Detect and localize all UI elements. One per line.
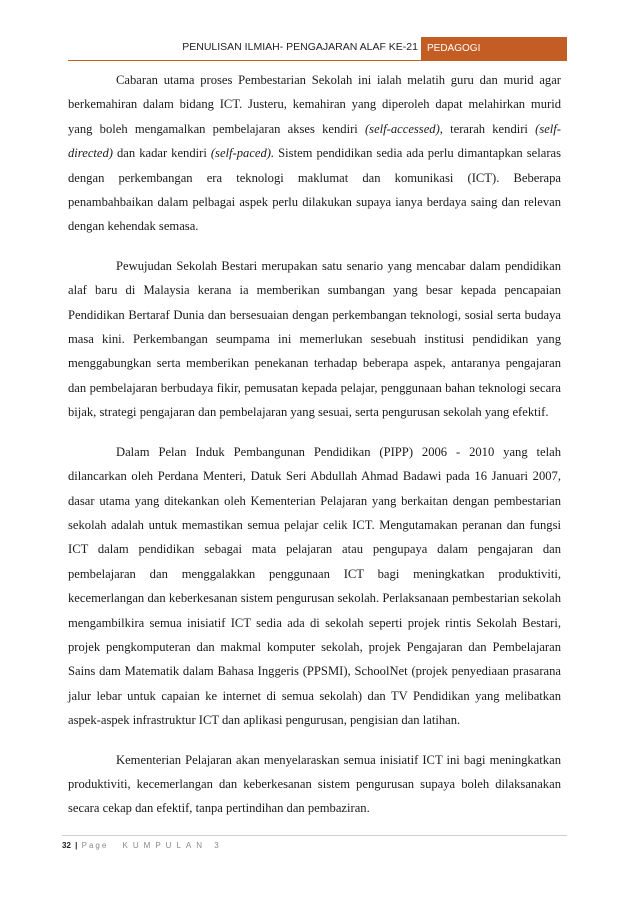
italic-term: (self-paced).	[210, 146, 275, 161]
group-label: KUMPULAN 3	[122, 841, 224, 850]
text-segment: , terarah kendiri	[439, 121, 536, 136]
footer-divider	[62, 835, 567, 836]
italic-term: (self-directed)	[68, 121, 562, 161]
text-segment: dan kadar kendiri	[113, 146, 211, 161]
page-footer	[62, 841, 224, 850]
document-body	[68, 68, 561, 821]
header-divider	[68, 60, 567, 61]
text-segment: Pewujudan Sekolah Bestari merupakan satu senario yang mencabar dalam pendidikan alaf baru di Malaysia kerana ia memberikan sumbangan yang besar kepada pencapaian Pendidikan Bertaraf Dunia dan bersesuaian dengan perkembangan teknologi, sosial serta budaya masa kini. Perkembangan seumpama ini memerlukan sesebuah institusi pendidikan yang menggabungkan serta memberikan penekanan terhadap beberapa aspek, antaranya pengajaran dan pembelajaran berbudaya fikir, pemusatan kepada pelajar, penggunaan bahan teknologi secara bijak, strategi pengajaran dan pembelajaran yang sesuai, serta pengurusan sekolah yang efektif.	[68, 258, 561, 420]
page-label: Page	[81, 841, 109, 850]
text-segment: Cabaran utama proses Pembestarian Sekolah ini ialah melatih guru dan murid agar berkemahiran dalam bidang ICT. Justeru, kemahiran yang diperoleh dapat melahirkan murid yang boleh mengamalkan pembelajaran akses kendiri	[68, 73, 561, 136]
text-segment: Dalam Pelan Induk Pembangunan Pendidikan (PIPP) 2006 - 2010 yang telah dilancarkan oleh Perdana Menteri, Datuk Seri Abdullah Ahmad Badawi pada 16 Januari 2007, dasar utama yang ditekankan oleh Kementerian Pelajaran yang berkaitan dengan pembestarian sekolah adalah untuk memastikan semua pelajar celik ICT. Mengutamakan peranan dan fungsi ICT dalam pendidikan sebagai mata pelajaran atau pengupaya dalam pengajaran dan pembelajaran dan menggalakkan penggunaan ICT bagi meningkatkan produktiviti, kecemerlangan dan keberkesanan sistem pengurusan sekolah. Perlaksanaan pembestarian sekolah mengambilkira semua inisiatif ICT sedia ada di sekolah seperti projek rintis Sekolah Bestari, projek pengkomputeran dan makmal komputer sekolah, projek Pengajaran dan Pembelajaran Sains dam Matematik dalam Bahasa Inggeris (PPSMI), SchoolNet (projek penyediaan prasarana jalur lebar untuk capaian ke internet di semua sekolah) dan TV Pendidikan yang melibatkan aspek-aspek infrastruktur ICT dan aplikasi pengurusan, pengisian dan latihan.	[68, 444, 561, 728]
paragraph	[68, 68, 561, 239]
text-segment: Sistem pendidikan sedia ada perlu dimantapkan selaras dengan perkembangan era teknologi maklumat dan komunikasi (ICT). Beberapa penambahbaikan dalam pelbagai aspek perlu dilakukan supaya ianya berdaya saing dan relevan dengan kehendak semasa.	[68, 146, 561, 234]
italic-term: (self-accessed)	[364, 121, 440, 136]
footer-separator: |	[75, 841, 78, 850]
paragraph	[68, 748, 561, 821]
header-title: PENULISAN ILMIAH- PENGAJARAN ALAF KE-21	[182, 41, 418, 53]
header-tag: PEDAGOGI	[421, 37, 567, 61]
paragraph	[68, 440, 561, 733]
paragraph	[68, 254, 561, 425]
page-number: 32	[62, 841, 71, 850]
text-segment: Kementerian Pelajaran akan menyelaraskan semua inisiatif ICT ini bagi meningkatkan produktiviti, kecemerlangan dan keberkesanan sistem pengurusan supaya boleh dilaksanakan secara cekap dan efektif, tanpa pertindihan dan pembaziran.	[68, 752, 561, 816]
